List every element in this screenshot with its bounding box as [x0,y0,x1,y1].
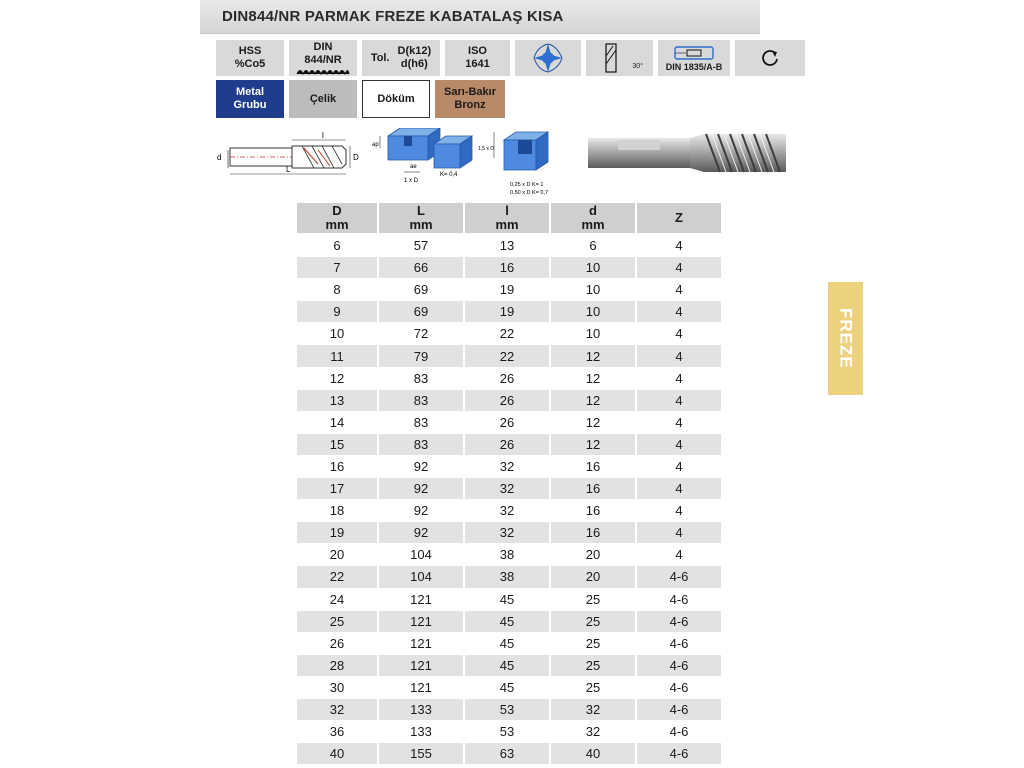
cell-d: 25 [551,655,637,677]
title-bar [200,0,760,34]
cell-D: 11 [297,345,379,367]
cell-L: 121 [379,655,465,677]
cell-D: 17 [297,478,379,500]
cell-L: 121 [379,677,465,699]
cell-Z: 4-6 [637,566,721,588]
dimensions-table [297,203,721,765]
cell-d: 20 [551,566,637,588]
cell-Z: 4 [637,544,721,566]
label-k1: 0,25 x D K= 1 [510,182,544,188]
label-ap: ap [372,142,379,148]
cell-l: 38 [465,544,551,566]
material-metal-group [216,80,284,118]
label-k07: 0,50 x D K= 0,7 [510,190,549,196]
cell-D: 20 [297,544,379,566]
label-ae: ae [410,164,417,170]
tol-label: Tol. [370,51,390,64]
table-row [297,633,721,655]
cell-d: 25 [551,677,637,699]
cell-D: 40 [297,743,379,765]
din-box [289,40,357,76]
cell-L: 92 [379,500,465,522]
cell-D: 18 [297,500,379,522]
table-row [297,699,721,721]
technical-drawings [214,128,794,204]
cell-Z: 4 [637,434,721,456]
cell-L: 104 [379,544,465,566]
endmill-dimension-drawing [217,131,359,174]
table-row [297,743,721,765]
label-k04: K= 0,4 [440,172,458,178]
cell-Z: 4-6 [637,677,721,699]
four-flute-icon [531,42,565,74]
cell-L: 121 [379,611,465,633]
cell-l: 32 [465,522,551,544]
cell-L: 79 [379,345,465,367]
table-row [297,544,721,566]
cell-d: 10 [551,279,637,301]
sari-line2: Bronz [454,99,486,111]
cell-D: 14 [297,412,379,434]
cell-D: 26 [297,633,379,655]
cell-l: 26 [465,434,551,456]
cell-d: 25 [551,633,637,655]
cell-D: 13 [297,390,379,412]
cell-d: 25 [551,611,637,633]
label-l: l [322,131,324,140]
cell-d: 12 [551,412,637,434]
din-line2: 844/NR [304,54,342,66]
cell-D: 32 [297,699,379,721]
cell-D: 10 [297,323,379,345]
cell-D: 36 [297,721,379,743]
header-d: d mm [551,203,637,235]
cell-l: 38 [465,566,551,588]
cell-L: 92 [379,456,465,478]
cell-L: 69 [379,301,465,323]
cell-L: 133 [379,721,465,743]
cell-D: 25 [297,611,379,633]
cell-L: 83 [379,390,465,412]
cell-L: 92 [379,522,465,544]
shank-icon [674,44,714,62]
cell-l: 45 [465,611,551,633]
cell-Z: 4-6 [637,633,721,655]
iso-line1: ISO [468,45,487,57]
rotation-icon [759,47,781,69]
cell-D: 15 [297,434,379,456]
cell-l: 32 [465,478,551,500]
endmill-photo [588,134,786,172]
cell-d: 16 [551,456,637,478]
cell-l: 32 [465,500,551,522]
cell-L: 155 [379,743,465,765]
cell-L: 121 [379,633,465,655]
shank-box [658,40,730,76]
cell-Z: 4 [637,390,721,412]
cell-l: 53 [465,721,551,743]
din1835-label: DIN 1835/A-B [665,62,723,72]
table-row [297,500,721,522]
rough-profile-icon [296,67,350,75]
tol-line1: D(k12) [397,45,432,57]
cell-d: 10 [551,323,637,345]
iso-line2: 1641 [465,58,490,70]
cell-l: 45 [465,655,551,677]
din-line1: DIN [313,41,333,53]
cell-D: 7 [297,257,379,279]
hss-line1: HSS [238,45,262,57]
label-L: L [286,165,291,174]
table-row [297,412,721,434]
rotation-box [735,40,805,76]
cell-d: 12 [551,368,637,390]
cell-d: 12 [551,345,637,367]
cell-D: 28 [297,655,379,677]
table-row [297,323,721,345]
cell-Z: 4 [637,301,721,323]
helix-angle-label: 30° [632,63,643,70]
cell-l: 26 [465,390,551,412]
table-row [297,434,721,456]
label-1xD: 1 x D [404,178,419,184]
cell-L: 69 [379,279,465,301]
cell-Z: 4-6 [637,589,721,611]
cell-Z: 4 [637,279,721,301]
metal-line1: Metal [235,86,265,98]
label-1-5xD: 1,5 x D [478,146,494,152]
label-D: D [353,153,359,162]
material-cast-iron: Döküm [362,80,430,118]
cell-d: 32 [551,721,637,743]
material-steel: Çelik [289,80,357,118]
cell-d: 12 [551,390,637,412]
cell-D: 8 [297,279,379,301]
header-Z: Z [637,203,721,235]
cell-l: 53 [465,699,551,721]
cell-D: 22 [297,566,379,588]
side-tab-label: FREZE [836,308,856,369]
table-row [297,589,721,611]
metal-line2: Grubu [233,99,267,111]
table-row [297,566,721,588]
cell-Z: 4-6 [637,743,721,765]
table-row [297,301,721,323]
cell-D: 6 [297,235,379,257]
cell-d: 10 [551,257,637,279]
cell-L: 57 [379,235,465,257]
table-row [297,522,721,544]
header-l: l mm [465,203,551,235]
cell-D: 19 [297,522,379,544]
cell-L: 66 [379,257,465,279]
cell-L: 104 [379,566,465,588]
cell-Z: 4 [637,478,721,500]
slot-cutting-diagram [372,128,472,184]
cell-d: 20 [551,544,637,566]
cell-D: 16 [297,456,379,478]
table-row [297,368,721,390]
material-brass-bronze [435,80,505,118]
table-row [297,345,721,367]
cell-L: 83 [379,434,465,456]
cell-D: 24 [297,589,379,611]
hss-line2: %Co5 [234,58,266,70]
cell-l: 16 [465,257,551,279]
cell-Z: 4 [637,257,721,279]
cell-D: 12 [297,368,379,390]
cell-Z: 4-6 [637,699,721,721]
tol-line2: d(h6) [400,58,428,70]
iso-box [445,40,510,76]
cell-Z: 4 [637,345,721,367]
header-L: L mm [379,203,465,235]
hss-box [216,40,284,76]
freze-side-tab [828,282,863,395]
cell-L: 133 [379,699,465,721]
label-d: d [217,153,222,162]
cell-Z: 4 [637,235,721,257]
cell-Z: 4 [637,456,721,478]
table-row [297,235,721,257]
cell-d: 12 [551,434,637,456]
cell-d: 32 [551,699,637,721]
cell-L: 83 [379,368,465,390]
cell-Z: 4 [637,522,721,544]
cell-l: 26 [465,412,551,434]
table-row [297,721,721,743]
cell-d: 16 [551,522,637,544]
cell-l: 13 [465,235,551,257]
cell-Z: 4 [637,412,721,434]
cell-l: 26 [465,368,551,390]
flute-count-icon-box [515,40,581,76]
table-row [297,257,721,279]
cell-d: 16 [551,500,637,522]
cell-Z: 4 [637,323,721,345]
cell-l: 63 [465,743,551,765]
table-header-row [297,203,721,235]
tolerance-box [362,40,440,76]
table-row [297,279,721,301]
cell-D: 30 [297,677,379,699]
cell-D: 9 [297,301,379,323]
table-row [297,677,721,699]
cell-L: 83 [379,412,465,434]
cell-l: 19 [465,301,551,323]
cell-d: 10 [551,301,637,323]
table-row [297,456,721,478]
header-D: D mm [297,203,379,235]
cell-l: 22 [465,345,551,367]
cell-l: 32 [465,456,551,478]
cell-Z: 4-6 [637,721,721,743]
material-row [216,80,505,118]
sari-line1: Sarı-Bakır [444,86,496,98]
cell-l: 45 [465,633,551,655]
cell-d: 40 [551,743,637,765]
table-row [297,611,721,633]
table-row [297,655,721,677]
spec-row [216,40,805,76]
table-row [297,478,721,500]
cell-L: 72 [379,323,465,345]
cell-Z: 4-6 [637,611,721,633]
cell-d: 16 [551,478,637,500]
cell-l: 45 [465,677,551,699]
cell-l: 22 [465,323,551,345]
cell-L: 121 [379,589,465,611]
side-milling-diagram [478,132,548,196]
cell-Z: 4-6 [637,655,721,677]
cell-L: 92 [379,478,465,500]
cell-l: 19 [465,279,551,301]
table-row [297,390,721,412]
cell-d: 25 [551,589,637,611]
helix-angle-box [586,40,653,76]
cell-l: 45 [465,589,551,611]
page-title: DIN844/NR PARMAK FREZE KABATALAŞ KISA [222,8,564,25]
cell-Z: 4 [637,368,721,390]
cell-d: 6 [551,235,637,257]
cell-Z: 4 [637,500,721,522]
